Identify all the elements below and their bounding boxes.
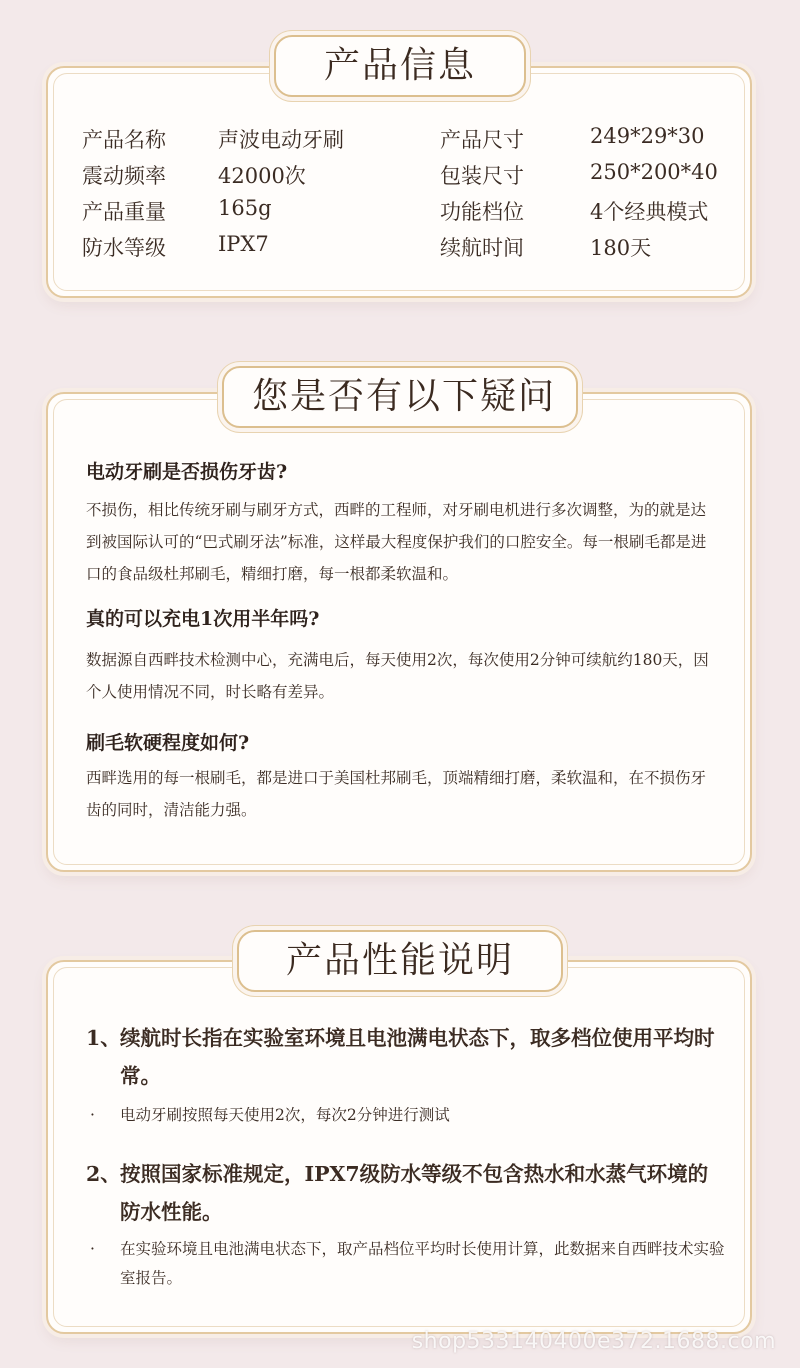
faq-question: 刷毛软硬程度如何? xyxy=(86,732,250,754)
spec-value: 165g xyxy=(218,196,272,220)
spec-value: 180天 xyxy=(590,236,652,260)
faq-answer: 不损伤，相比传统牙刷与刷牙方式，西畔的工程师，对牙刷电机进行多次调整，为的就是达到被国际认可的“巴式刷牙法”标准，这样最大程度保护我们的口腔安全。每一根刷毛都是进口的食品级杜邦刷毛，精细打磨，每一根都柔软温和。 xyxy=(86,501,707,583)
spec-label: 产品重量 xyxy=(82,200,166,224)
point-text: 续航时长指在实验室环境且电池满电状态下，取多档位使用平均时常。 xyxy=(120,1026,715,1088)
product-info-card xyxy=(46,66,752,298)
spec-label: 产品名称 xyxy=(82,128,166,152)
faq-question: 电动牙刷是否损伤牙齿? xyxy=(86,461,288,483)
spec-label: 包装尺寸 xyxy=(440,164,524,188)
faq-answer: 数据源自西畔技术检测中心，充满电后，每天使用2次，每次使用2分钟可续航约180天，因个人使用情况不同，时长略有差异。 xyxy=(86,651,709,701)
performance-point xyxy=(86,1155,726,1231)
bullet-dot: · xyxy=(90,1240,95,1258)
watermark-text: shop533140400e372.1688.com xyxy=(411,1329,776,1354)
section-title-performance: 产品性能说明 xyxy=(237,930,563,992)
note-text: 在实验环境且电池满电状态下，取产品档位平均时长使用计算，此数据来自西畔技术实验室报告。 xyxy=(120,1240,725,1287)
spec-label: 功能档位 xyxy=(440,200,524,224)
spec-label: 防水等级 xyxy=(82,236,166,260)
faq-question: 真的可以充电1次用半年吗? xyxy=(86,608,320,630)
spec-value: 42000次 xyxy=(218,164,306,188)
spec-label: 续航时间 xyxy=(440,236,524,260)
spec-label: 震动频率 xyxy=(82,164,166,188)
spec-value: 声波电动牙刷 xyxy=(218,128,344,152)
bullet-dot: · xyxy=(90,1106,95,1124)
spec-value: 4个经典模式 xyxy=(590,200,709,224)
note-text: 电动牙刷按照每天使用2次，每次2分钟进行测试 xyxy=(120,1106,450,1124)
spec-value: 249*29*30 xyxy=(590,124,705,148)
spec-value: IPX7 xyxy=(218,232,269,256)
performance-note xyxy=(86,1235,726,1293)
spec-value: 250*200*40 xyxy=(590,160,718,184)
point-text: 按照国家标准规定，IPX7级防水等级不包含热水和水蒸气环境的防水性能。 xyxy=(120,1162,709,1224)
performance-point xyxy=(86,1019,726,1095)
section-title-faq: 您是否有以下疑问 xyxy=(222,366,578,428)
spec-label: 产品尺寸 xyxy=(440,128,524,152)
point-index: 2、 xyxy=(86,1162,121,1186)
performance-note xyxy=(86,1101,726,1130)
point-index: 1、 xyxy=(86,1026,121,1050)
section-title-product-info: 产品信息 xyxy=(274,35,526,97)
faq-answer: 西畔选用的每一根刷毛，都是进口于美国杜邦刷毛，顶端精细打磨，柔软温和，在不损伤牙齿的同时，清洁能力强。 xyxy=(86,769,707,819)
